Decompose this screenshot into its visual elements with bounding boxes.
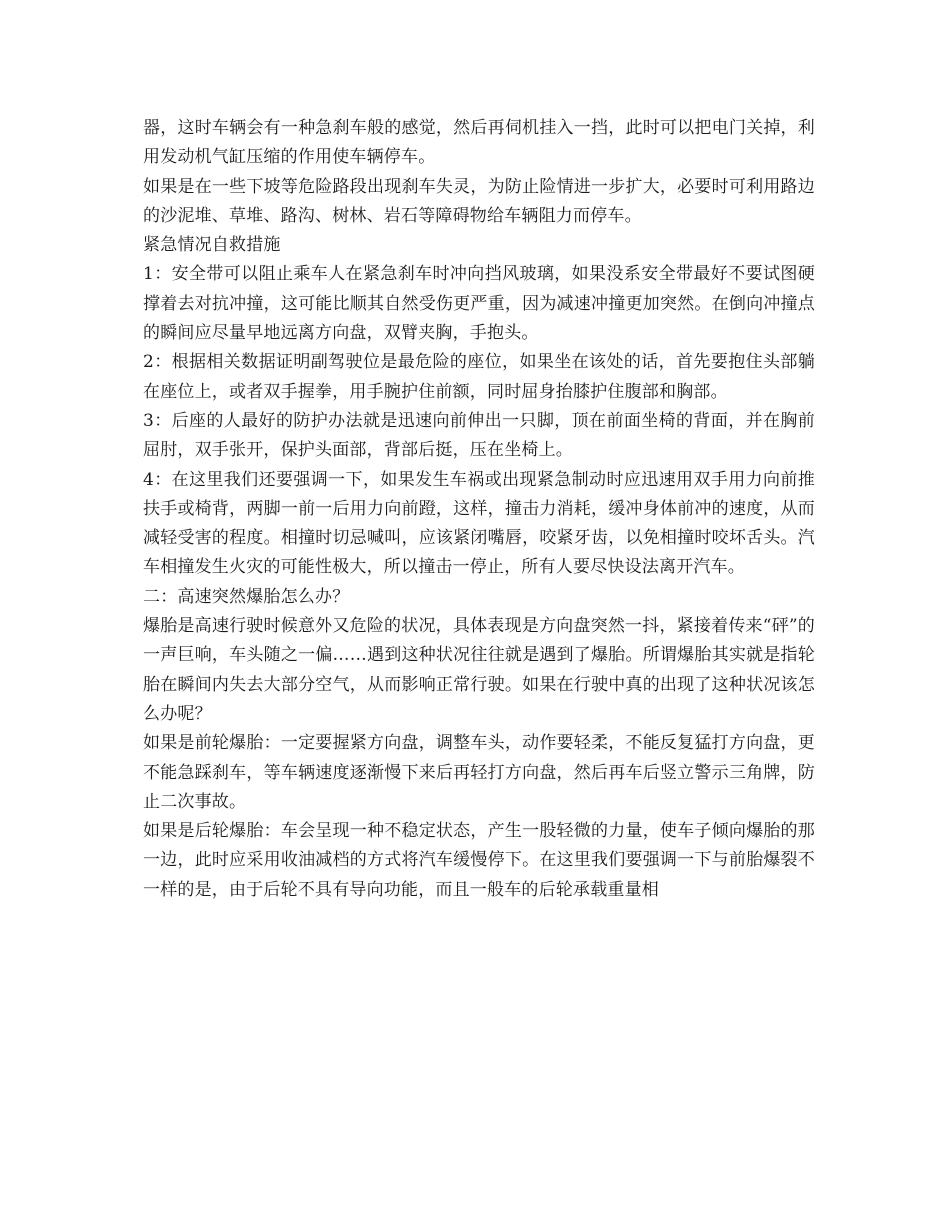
section-heading-tire-blowout: 二：高速突然爆胎怎么办？ (143, 586, 350, 607)
paragraph-rear-tire-blowout: 如果是后轮爆胎：车会呈现一种不稳定状态，产生一股轻微的力量，使车子倾向爆胎的那一边，此时应采用收油减档的方式将汽车缓慢停下。在这里我们要强调一下与前胎爆裂不一样的是，由于后轮不具有导向功能，而且一般车的后轮承载重量相 (143, 821, 815, 900)
section-heading-emergency-self-rescue: 紧急情况自救措施 (143, 235, 281, 256)
document-body (143, 114, 815, 905)
paragraph-item-4-collision: 4：在这里我们还要强调一下，如果发生车祸或出现紧急制动时应迅速用双手用力向前推扶手或椅背，两脚一前一后用力向前蹬，这样，撞击力消耗，缓冲身体前冲的速度，从而减轻受害的程度。相撞时切忌喊叫，应该紧闭嘴唇，咬紧牙齿，以免相撞时咬坏舌头。汽车相撞发生火灾的可能性极大，所以撞击一停止，所有人要尽快设法离开汽车。 (143, 469, 815, 578)
paragraph-downhill-brake-failure: 如果是在一些下坡等危险路段出现刹车失灵，为防止险情进一步扩大，必要时可利用路边的沙泥堆、草堆、路沟、树林、岩石等障碍物给车辆阻力而停车。 (143, 176, 815, 226)
paragraph-front-tire-blowout: 如果是前轮爆胎：一定要握紧方向盘，调整车头，动作要轻柔，不能反复猛打方向盘，更不能急踩刹车，等车辆速度逐渐慢下来后再轻打方向盘，然后再车后竖立警示三角牌，防止二次事故。 (143, 733, 815, 812)
paragraph-item-3-rear-seat: 3：后座的人最好的防护办法就是迅速向前伸出一只脚，顶在前面坐椅的背面，并在胸前屈肘，双手张开，保护头面部，背部后挺，压在坐椅上。 (143, 410, 815, 461)
paragraph-blowout-description: 爆胎是高速行驶时候意外又危险的状况，具体表现是方向盘突然一抖，紧接着传来“砰”的一声巨响，车头随之一偏……遇到这种状况往往就是遇到了爆胎。所谓爆胎其实就是指轮胎在瞬间内失去大部分空气，从而影响正常行驶。如果在行驶中真的出现了这种状况该怎么办呢？ (143, 616, 815, 724)
paragraph-brake-continuation: 器，这时车辆会有一种急刹车般的感觉，然后再伺机挂入一挡，此时可以把电门关掉，利用发动机气缸压缩的作用使车辆停车。 (143, 118, 815, 168)
paragraph-item-1-seatbelt: 1：安全带可以阻止乘车人在紧急刹车时冲向挡风玻璃，如果没系安全带最好不要试图硬撑着去对抗冲撞，这可能比顺其自然受伤更严重，因为减速冲撞更加突然。在倒向冲撞点的瞬间应尽量早地远离方向盘，双臂夹胸，手抱头。 (143, 264, 815, 344)
paragraph-item-2-front-passenger: 2：根据相关数据证明副驾驶位是最危险的座位，如果坐在该处的话，首先要抱住头部躺在座位上，或者双手握拳，用手腕护住前额，同时屈身抬膝护住腹部和胸部。 (143, 352, 815, 402)
